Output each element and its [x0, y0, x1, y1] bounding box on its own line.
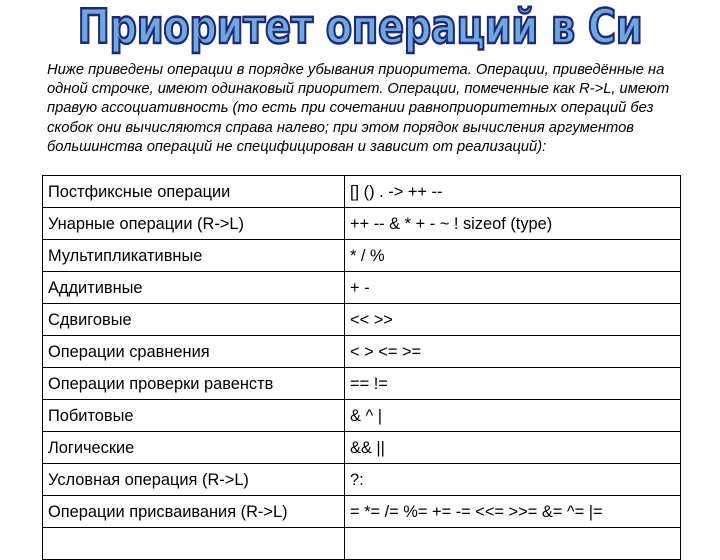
operators-cell: [345, 528, 681, 560]
group-name-cell: Унарные операции (R->L): [43, 208, 345, 240]
operators-cell: * / %: [345, 240, 681, 272]
table-row: [43, 464, 681, 496]
group-name-cell: Логические: [43, 432, 345, 464]
group-name-cell: Операции проверки равенств: [43, 368, 345, 400]
table-row: [43, 368, 681, 400]
group-name-cell: Операции присваивания (R->L): [43, 496, 345, 528]
operators-cell: == !=: [345, 368, 681, 400]
operators-cell: < > <= >=: [345, 336, 681, 368]
operators-cell: [] () . -> ++ --: [345, 176, 681, 208]
table-row: [43, 208, 681, 240]
operators-cell: ++ -- & * + - ~ ! sizeof (type): [345, 208, 681, 240]
group-name-cell: Мультипликативные: [43, 240, 345, 272]
group-name-cell: Условная операция (R->L): [43, 464, 345, 496]
group-name-cell: Аддитивные: [43, 272, 345, 304]
table-row: [43, 336, 681, 368]
operator-precedence-table: [42, 175, 681, 560]
table-row: [43, 176, 681, 208]
operators-cell: & ^ |: [345, 400, 681, 432]
intro-paragraph: Ниже приведены операции в порядке убывания приоритета. Операции, приведённые на одной строчке, имеют одинаковый приоритет. Операции, помеченные как R->L, имеют правую ассоциативность (то есть при сочетании равноприоритетных операций без скобок они вычисляются справа налево; при этом порядок вычисления аргументов большинства операций не специфицирован и зависит от реализаций):: [47, 62, 670, 155]
group-name-cell: [43, 528, 345, 560]
table-row: [43, 432, 681, 464]
table-row: [43, 496, 681, 528]
table-row: [43, 272, 681, 304]
operators-cell: = *= /= %= += -= <<= >>= &= ^= |=: [345, 496, 681, 528]
table-row: [43, 304, 681, 336]
group-name-cell: Постфиксные операции: [43, 176, 345, 208]
operators-cell: << >>: [345, 304, 681, 336]
group-name-cell: Сдвиговые: [43, 304, 345, 336]
group-name-cell: Побитовые: [43, 400, 345, 432]
table-row: [43, 528, 681, 560]
slide-title: Приоритет операций в Си: [77, 0, 643, 55]
group-name-cell: Операции сравнения: [43, 336, 345, 368]
operators-cell: && ||: [345, 432, 681, 464]
table-row: [43, 400, 681, 432]
table-row: [43, 240, 681, 272]
operators-cell: ?:: [345, 464, 681, 496]
operators-cell: + -: [345, 272, 681, 304]
